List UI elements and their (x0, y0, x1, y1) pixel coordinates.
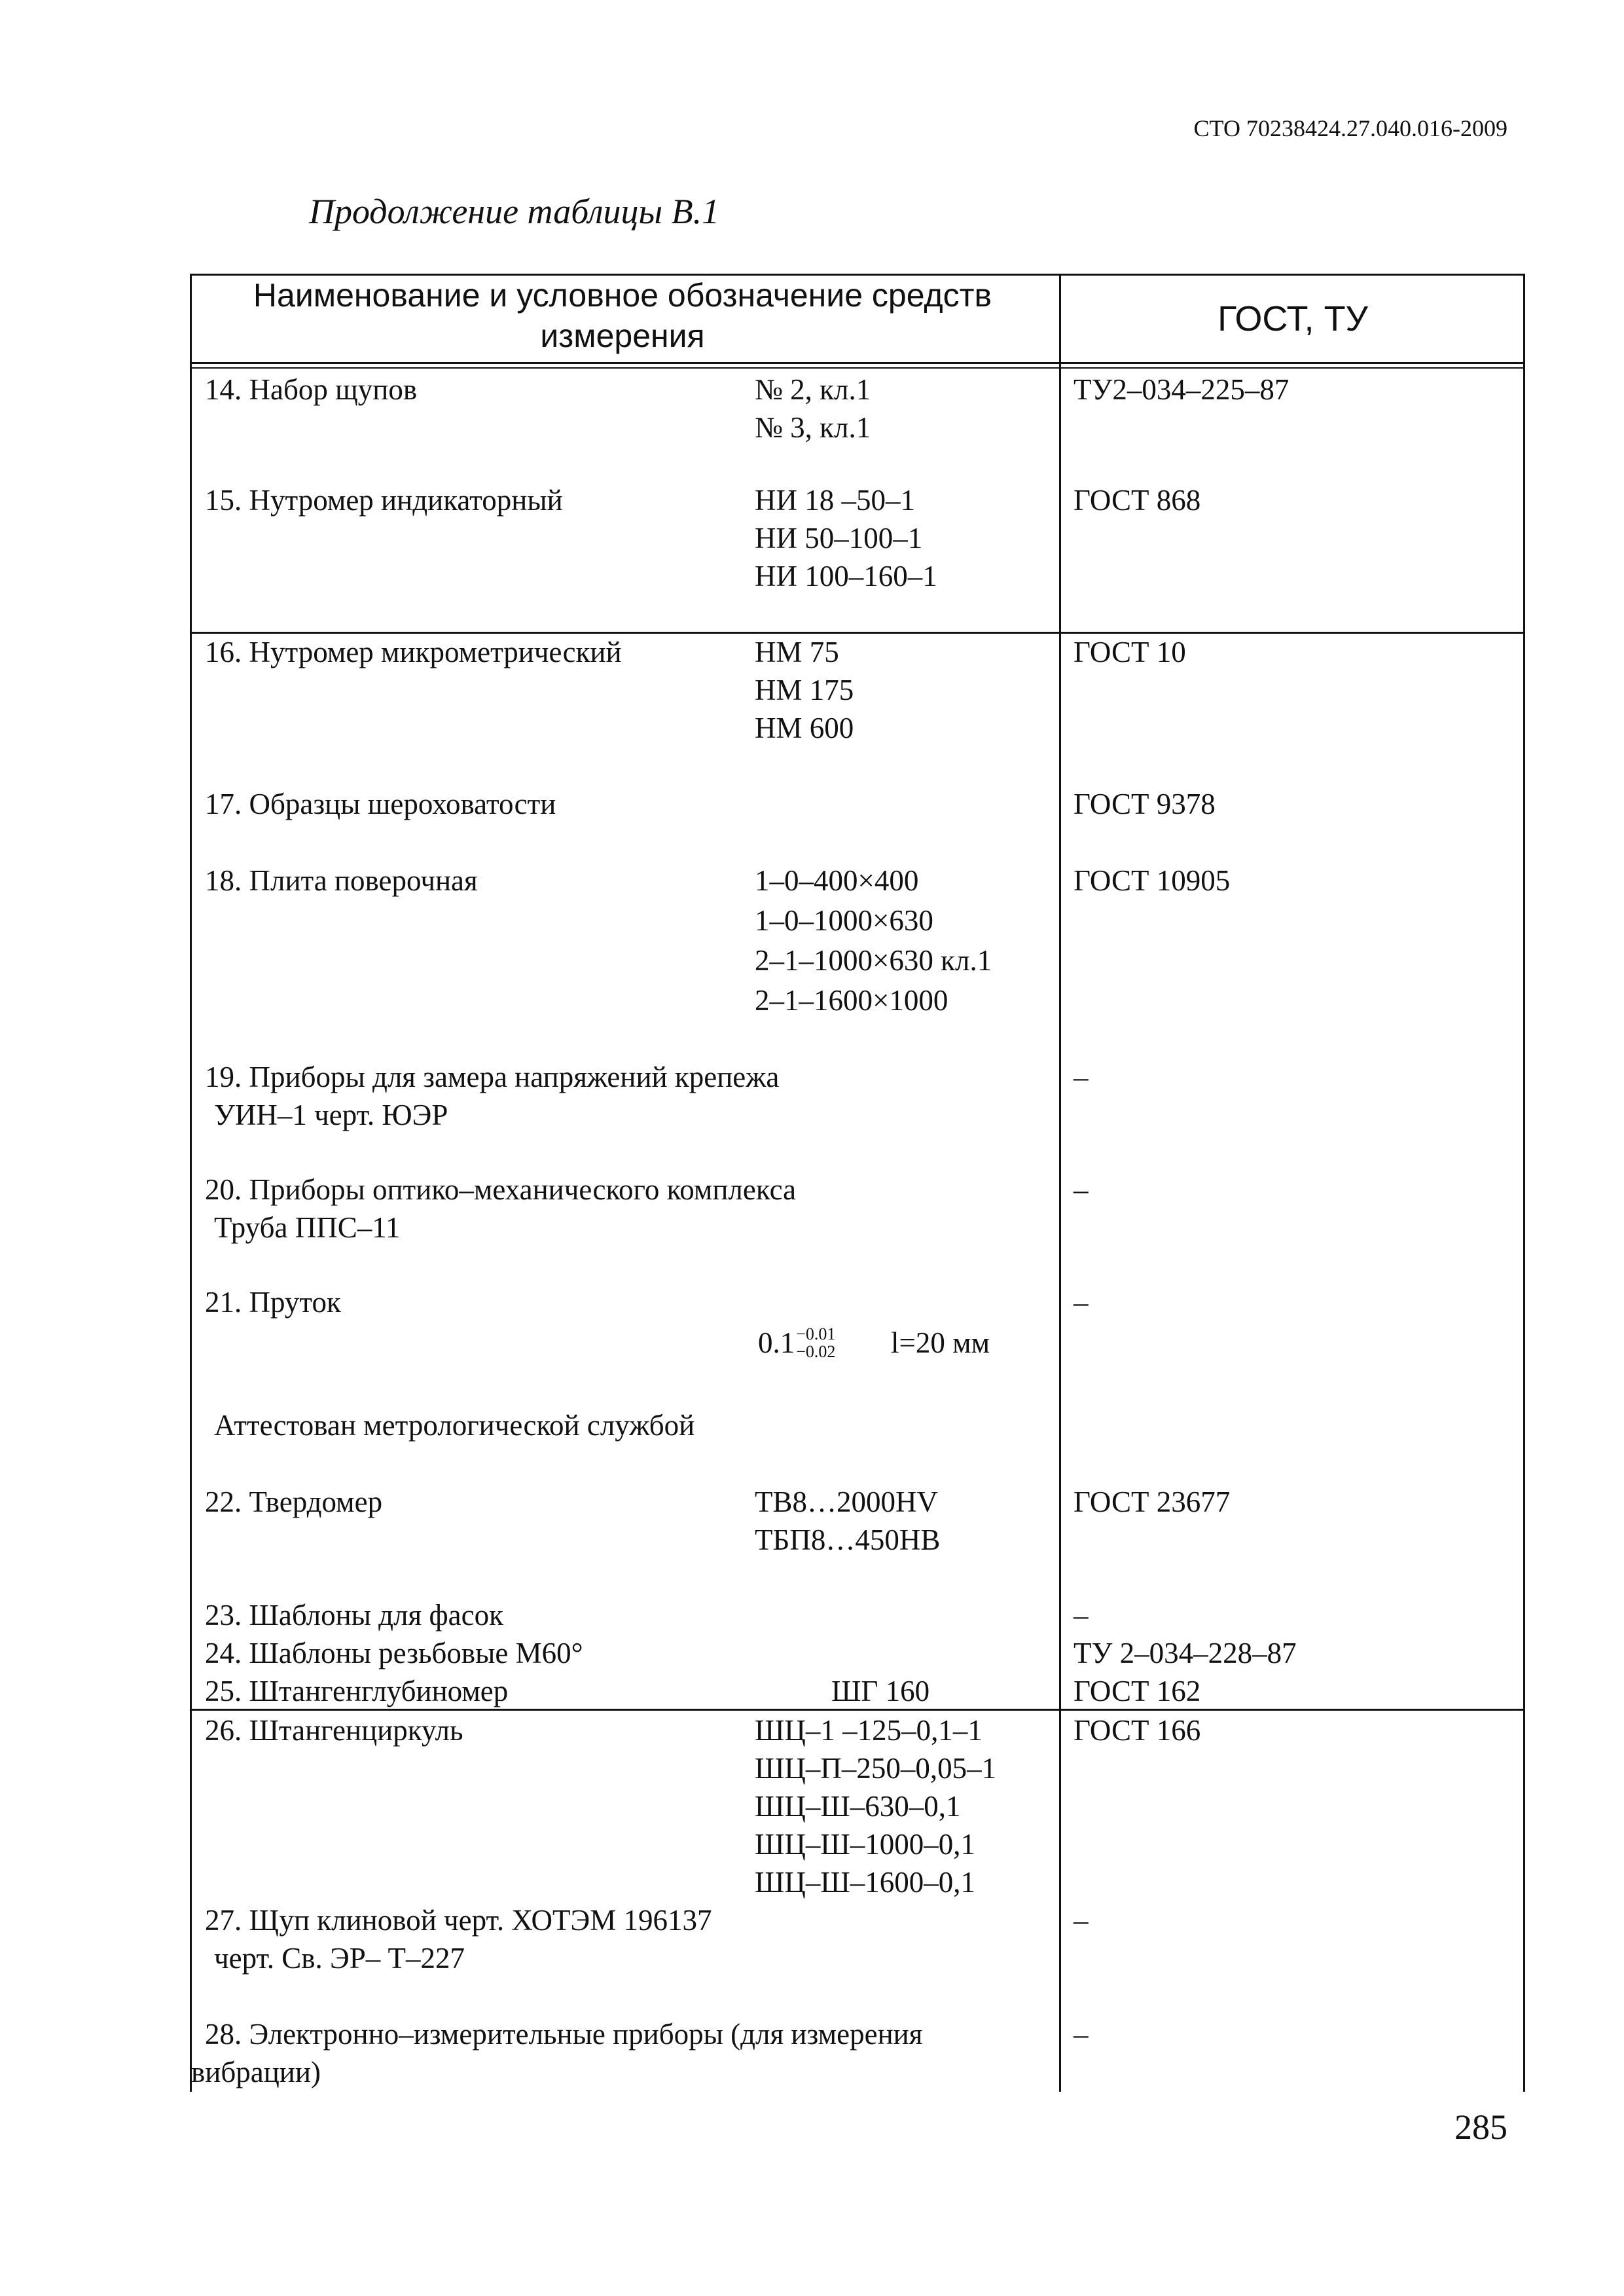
row-26-designation-3: ШЦ–Ш–630–0,1 (755, 1790, 961, 1823)
header-bottom-border-2 (190, 367, 1525, 369)
row-22-gost: ГОСТ 23677 (1074, 1485, 1231, 1518)
row-21-tolerance-upper: −0.01 (796, 1324, 836, 1343)
row-28-name-line-2: вибрации) (191, 2056, 321, 2088)
row-21-name: 21. Пруток (205, 1286, 341, 1319)
row-24-name: 24. Шаблоны резьбовые М60° (205, 1637, 583, 1669)
row-15-name: 15. Нутромер индикаторный (205, 484, 563, 517)
table-caption: Продолжение таблицы В.1 (309, 192, 720, 231)
row-14-gost: ТУ2–034–225–87 (1074, 373, 1290, 406)
row-15-designation-3: НИ 100–160–1 (755, 560, 937, 592)
left-border (190, 369, 192, 2092)
row-22-designation-1: ТВ8…2000HV (755, 1485, 938, 1518)
row-18-name: 18. Плита поверочная (205, 864, 478, 897)
row-28-name: 28. Электронно–измерительные приборы (для измерения (205, 2018, 923, 2050)
row-25-designation-1: ШГ 160 (831, 1675, 930, 1707)
row-14-designation-2: № 3, кл.1 (755, 411, 871, 444)
row-21-gost: – (1074, 1286, 1089, 1319)
row-27-name: 27. Щуп клиновой черт. ХОТЭМ 196137 (205, 1904, 712, 1937)
row-20-name-line-2: Труба ППС–11 (214, 1211, 401, 1244)
header-gost-column: ГОСТ, ТУ (1218, 299, 1368, 338)
middle-border (1059, 274, 1061, 2092)
row-21-length: l=20 мм (891, 1326, 990, 1359)
row-18-designation-2: 1–0–1000×630 (755, 904, 933, 937)
row-16-designation-3: НМ 600 (755, 712, 854, 744)
row-25-name: 25. Штангенглубиномер (205, 1675, 509, 1707)
row-14-name: 14. Набор щупов (205, 373, 418, 406)
row-21-note: Аттестован метрологической службой (214, 1409, 695, 1442)
row-15-designation-2: НИ 50–100–1 (755, 522, 923, 555)
row-16-designation-2: НМ 175 (755, 674, 854, 706)
row-22-name: 22. Твердомер (205, 1485, 383, 1518)
row-20-gost: – (1074, 1173, 1089, 1206)
row-18-designation-4: 2–1–1600×1000 (755, 984, 948, 1017)
row-26-gost: ГОСТ 166 (1074, 1714, 1201, 1747)
row-17-name: 17. Образцы шероховатости (205, 788, 556, 820)
row-19-name-line-2: УИН–1 черт. ЮЭР (214, 1099, 448, 1131)
row-18-designation-3: 2–1–1000×630 кл.1 (755, 944, 992, 977)
row-28-gost: – (1074, 2018, 1089, 2050)
row-27-gost: – (1074, 1904, 1089, 1937)
row-23-gost: – (1074, 1599, 1089, 1631)
row-16-designation-1: НМ 75 (755, 636, 839, 668)
row-26-designation-2: ШЦ–П–250–0,05–1 (755, 1752, 997, 1785)
row-21-tolerance-lower: −0.02 (796, 1342, 836, 1361)
row-15-designation-1: НИ 18 –50–1 (755, 484, 915, 517)
row-22-designation-2: ТБП8…450НВ (755, 1523, 941, 1556)
row-24-gost: ТУ 2–034–228–87 (1074, 1637, 1297, 1669)
row-19-gost: – (1074, 1061, 1089, 1093)
header-bottom-border (190, 362, 1525, 364)
row-16-name: 16. Нутромер микрометрический (205, 636, 622, 668)
row-27-name-line-2: черт. Св. ЭР– Т–227 (214, 1942, 465, 1975)
row-21-tolerance (758, 1321, 835, 1364)
right-border (1523, 274, 1525, 2092)
row-14-designation-1: № 2, кл.1 (755, 373, 871, 406)
row-20-name: 20. Приборы оптико–механического комплекса (205, 1173, 797, 1206)
row-26-designation-5: ШЦ–Ш–1600–0,1 (755, 1866, 976, 1899)
document-id: СТО 70238424.27.040.016-2009 (1193, 115, 1507, 141)
row-26-designation-4: ШЦ–Ш–1000–0,1 (755, 1828, 976, 1861)
row-26-name: 26. Штангенциркуль (205, 1714, 463, 1747)
row-15-gost: ГОСТ 868 (1074, 484, 1201, 517)
row-21-tolerance-deviations (796, 1325, 835, 1360)
row-25-gost: ГОСТ 162 (1074, 1675, 1201, 1707)
page-number: 285 (1454, 2107, 1507, 2147)
row-18-gost: ГОСТ 10905 (1074, 864, 1231, 897)
row-17-gost: ГОСТ 9378 (1074, 788, 1216, 820)
row-18-designation-1: 1–0–400×400 (755, 864, 919, 897)
row-21-tolerance-base: 0.1 (758, 1326, 795, 1359)
row-26-designation-1: ШЦ–1 –125–0,1–1 (755, 1714, 983, 1747)
row-23-name: 23. Шаблоны для фасок (205, 1599, 503, 1631)
row-16-gost: ГОСТ 10 (1074, 636, 1186, 668)
row-19-name: 19. Приборы для замера напряжений крепежа (205, 1061, 780, 1093)
header-name-column: Наименование и условное обозначение средств измерения (253, 277, 992, 354)
